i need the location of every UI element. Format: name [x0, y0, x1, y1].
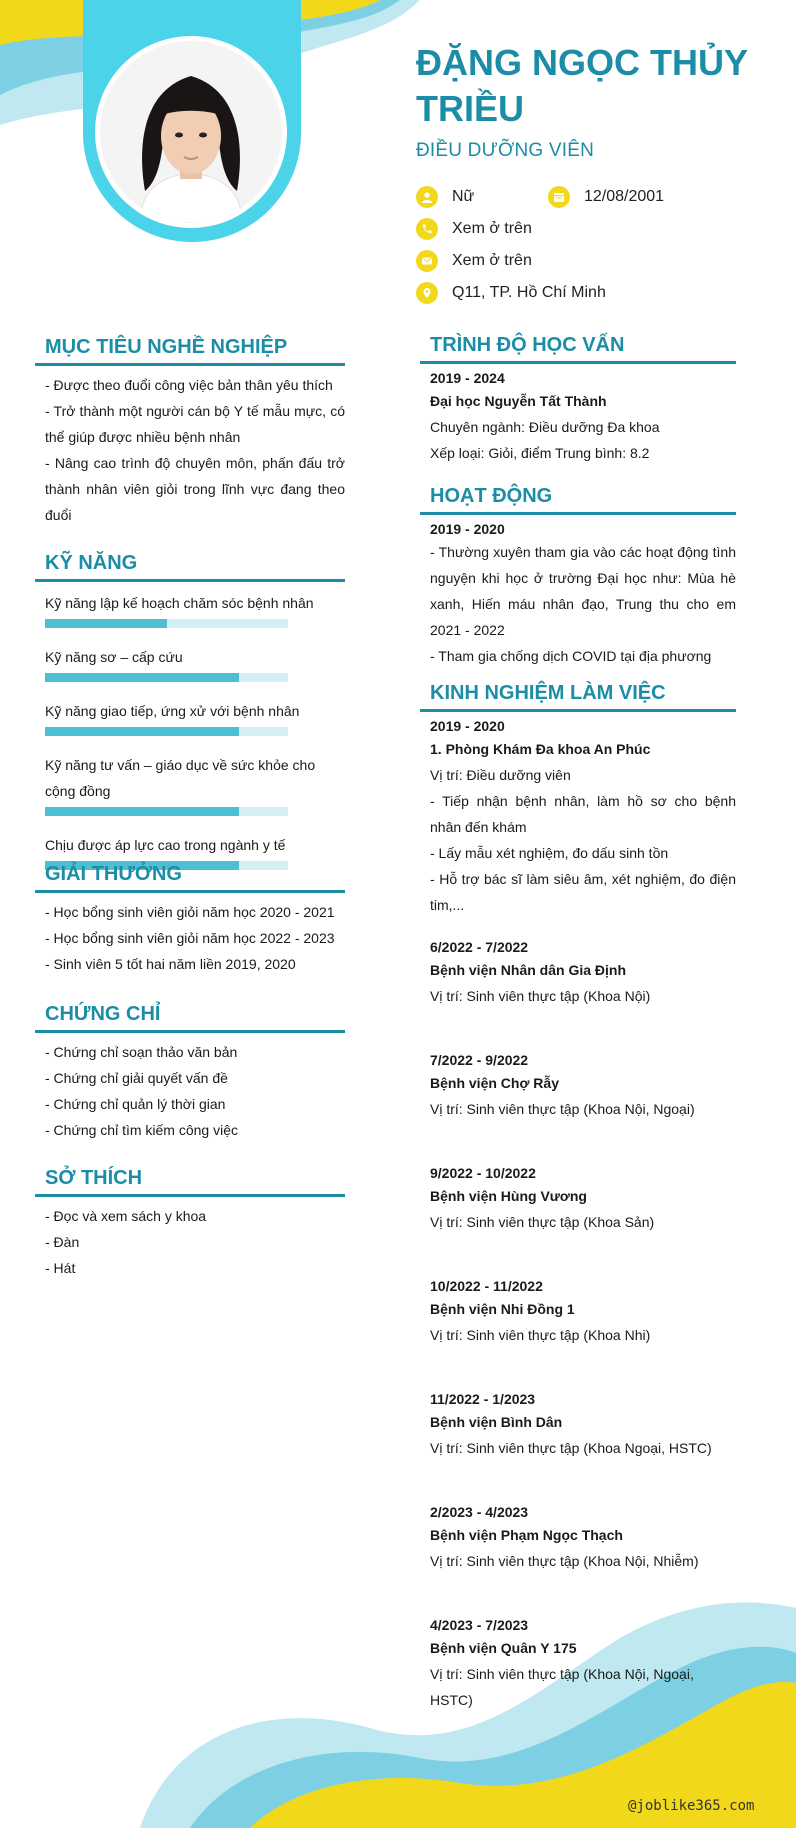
internship-org: Bệnh viện Nhân dân Gia Định: [430, 962, 627, 978]
internship-org: Bệnh viện Quân Y 175: [430, 1640, 577, 1656]
internship-org: Bệnh viện Bình Dân: [430, 1414, 563, 1430]
activities-section: [420, 485, 736, 669]
internship-position: Vị trí: Sinh viên thực tập (Khoa Nội, Ngoại): [430, 1101, 695, 1117]
objective-section: [35, 336, 345, 528]
skill-bar-fill: [45, 807, 239, 816]
awards-title: GIẢI THƯỞNG: [35, 863, 345, 893]
internship-position: Vị trí: Sinh viên thực tập (Khoa Nhi): [430, 1327, 651, 1343]
skill-item: [35, 590, 345, 628]
certificate-item: - Chứng chỉ soạn thảo văn bản: [45, 1044, 238, 1060]
internship-item: [420, 1498, 736, 1574]
activities-date: 2019 - 2020: [430, 521, 505, 537]
skill-bar-fill: [45, 727, 239, 736]
job-title: ĐIỀU DƯỠNG VIÊN: [416, 140, 595, 161]
location-pin-icon: [416, 282, 438, 304]
internship-item: [420, 1611, 736, 1713]
internship-item: [420, 1046, 736, 1122]
hobbies-section: [35, 1167, 345, 1281]
internship-date: 2/2023 - 4/2023: [430, 1504, 529, 1520]
gender-value: Nữ: [452, 188, 475, 205]
activity-item: - Thường xuyên tham gia vào các hoạt động tình nguyện khi học ở trường Đại học như: Mùa hè xanh, Hiến máu nhân đạo, Trung thu cho em 2021 - 2022: [430, 544, 736, 638]
award-item: - Học bổng sinh viên giỏi năm học 2020 - 2021: [45, 904, 335, 920]
certificate-item: - Chứng chỉ giải quyết vấn đề: [45, 1070, 228, 1086]
skill-item: [35, 698, 345, 736]
education-school: Đại học Nguyễn Tất Thành: [430, 393, 607, 409]
education-major: Chuyên ngành: Điều dưỡng Đa khoa: [430, 419, 660, 435]
skill-label: Kỹ năng giao tiếp, ứng xử với bệnh nhân: [45, 703, 300, 719]
skill-label: Kỹ năng tư vấn – giáo dục về sức khỏe cho cộng đồng: [45, 757, 316, 799]
skill-bar-fill: [45, 619, 167, 628]
internship-date: 7/2022 - 9/2022: [430, 1052, 529, 1068]
address-row: [416, 282, 606, 304]
award-item: - Sinh viên 5 tốt hai năm liền 2019, 2020: [45, 956, 296, 972]
birthday-value: 12/08/2001: [584, 188, 665, 205]
internship-date: 9/2022 - 10/2022: [430, 1165, 536, 1181]
award-item: - Học bổng sinh viên giỏi năm học 2022 - 2023: [45, 930, 335, 946]
portrait-image: [100, 41, 282, 223]
internship-item: [420, 1159, 736, 1235]
internship-date: 6/2022 - 7/2022: [430, 939, 529, 955]
skill-label: Kỹ năng lập kế hoạch chăm sóc bệnh nhân: [45, 595, 314, 611]
skill-bar-fill: [45, 673, 239, 682]
education-grade: Xếp loại: Giỏi, điểm Trung bình: 8.2: [430, 445, 650, 461]
email-value: Xem ở trên: [452, 252, 532, 269]
objective-item: - Được theo đuổi công việc bản thân yêu thích: [45, 377, 333, 393]
hobby-item: - Đàn: [45, 1234, 80, 1250]
gender-row: [416, 186, 474, 208]
objective-item: - Trở thành một người cán bộ Y tế mẫu mực, có thể giúp được nhiều bệnh nhân: [45, 403, 345, 445]
certificate-item: - Chứng chỉ quản lý thời gian: [45, 1096, 226, 1112]
experience-line: Vị trí: Điều dưỡng viên: [430, 767, 571, 783]
activities-title: HOẠT ĐỘNG: [420, 485, 736, 515]
certificates-section: [35, 1003, 345, 1143]
internship-org: Bệnh viện Phạm Ngọc Thạch: [430, 1527, 623, 1543]
internship-position: Vị trí: Sinh viên thực tập (Khoa Sản): [430, 1214, 655, 1230]
internship-position: Vị trí: Sinh viên thực tập (Khoa Nội): [430, 988, 651, 1004]
calendar-icon: [548, 186, 570, 208]
education-date: 2019 - 2024: [430, 370, 505, 386]
user-icon: [416, 186, 438, 208]
experience-date: 2019 - 2020: [430, 718, 505, 734]
experience-title: KINH NGHIỆM LÀM VIỆC: [420, 682, 736, 712]
internship-position: Vị trí: Sinh viên thực tập (Khoa Nội, Ngoại, HSTC): [430, 1666, 694, 1708]
skill-bar: [45, 727, 288, 736]
email-row: [416, 250, 532, 272]
internship-org: Bệnh viện Chợ Rẫy: [430, 1075, 559, 1091]
phone-row: [416, 218, 532, 240]
skill-bar: [45, 673, 288, 682]
internship-position: Vị trí: Sinh viên thực tập (Khoa Ngoại, HSTC): [430, 1440, 712, 1456]
internship-item: [420, 1385, 736, 1461]
phone-value: Xem ở trên: [452, 220, 532, 237]
certificates-title: CHỨNG CHỈ: [35, 1003, 345, 1033]
internship-date: 11/2022 - 1/2023: [430, 1391, 536, 1407]
hobby-item: - Đọc và xem sách y khoa: [45, 1208, 207, 1224]
education-section: [420, 334, 736, 466]
internship-org: Bệnh viện Hùng Vương: [430, 1188, 587, 1204]
phone-icon: [416, 218, 438, 240]
watermark: @joblike365.com: [628, 1798, 755, 1814]
hobby-item: - Hát: [45, 1260, 76, 1276]
skill-bar: [45, 807, 288, 816]
internship-date: 10/2022 - 11/2022: [430, 1278, 543, 1294]
experience-line: - Tiếp nhận bệnh nhân, làm hồ sơ cho bệnh nhân đến khám: [430, 793, 736, 835]
address-value: Q11, TP. Hồ Chí Minh: [452, 284, 606, 301]
skills-section: [35, 552, 345, 886]
internship-date: 4/2023 - 7/2023: [430, 1617, 529, 1633]
activity-item: - Tham gia chống dịch COVID tại địa phương: [430, 648, 712, 664]
internship-org: Bệnh viện Nhi Đồng 1: [430, 1301, 575, 1317]
hobbies-title: SỞ THÍCH: [35, 1167, 345, 1197]
objective-item: - Nâng cao trình độ chuyên môn, phấn đấu trở thành nhân viên giỏi trong lĩnh vực đang theo đuổi: [45, 455, 345, 523]
internship-item: [420, 933, 736, 1009]
skill-bar: [45, 619, 288, 628]
objective-title: MỤC TIÊU NGHỀ NGHIỆP: [35, 336, 345, 366]
skills-title: KỸ NĂNG: [35, 552, 345, 582]
internship-position: Vị trí: Sinh viên thực tập (Khoa Nội, Nhiễm): [430, 1553, 699, 1569]
experience-line: - Hỗ trợ bác sĩ làm siêu âm, xét nghiệm, đo điện tim,...: [430, 871, 736, 913]
skill-label: Kỹ năng sơ – cấp cứu: [45, 649, 183, 665]
internship-item: [420, 1272, 736, 1348]
experience-line: - Lấy mẫu xét nghiệm, đo dấu sinh tồn: [430, 845, 669, 861]
birthday-row: [548, 186, 664, 208]
mail-icon: [416, 250, 438, 272]
education-title: TRÌNH ĐỘ HỌC VẤN: [420, 334, 736, 364]
experience-org: 1. Phòng Khám Đa khoa An Phúc: [430, 741, 651, 757]
avatar: [100, 41, 282, 223]
skill-label: Chịu được áp lực cao trong ngành y tế: [45, 837, 286, 853]
skill-item: [35, 752, 345, 816]
candidate-name: ĐẶNG NGỌC THỦY TRIỀU: [416, 42, 748, 129]
certificate-item: - Chứng chỉ tìm kiếm công việc: [45, 1122, 238, 1138]
skill-item: [35, 644, 345, 682]
awards-section: [35, 863, 345, 977]
experience-section: [420, 682, 736, 918]
